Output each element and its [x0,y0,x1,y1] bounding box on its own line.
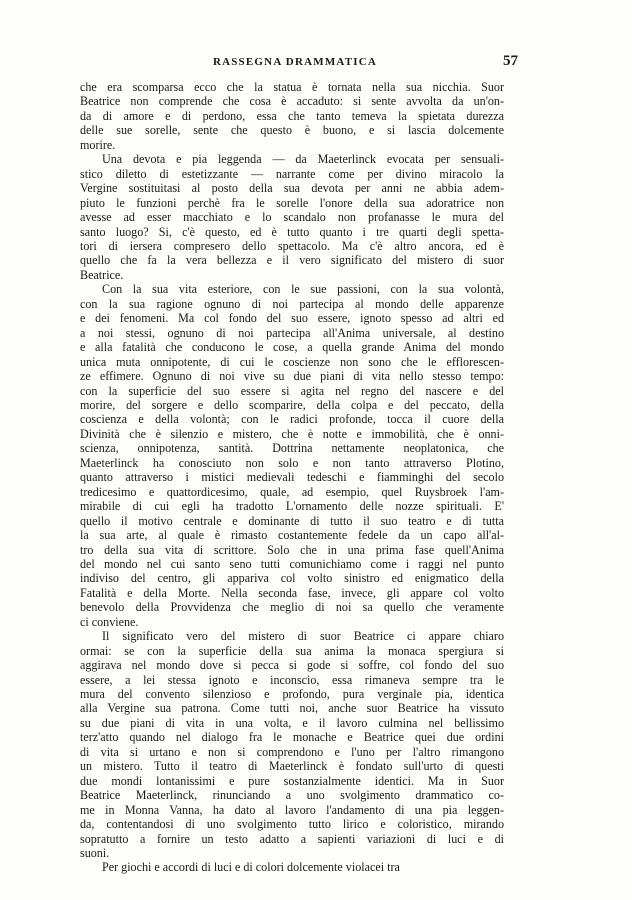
text-line: due mondi lontanissimi e pure sostanzialmente identici. Ma in Suor [80,773,504,788]
paragraph [80,629,504,860]
text-line: che era scomparsa ecco che la statua è tornata nella sua nicchia. Suor [80,80,504,94]
text-line: benevolo della Provvidenza che meglio di noi sa quello che veramente [80,600,504,615]
text-line: alla Vergine sua patrona. Come tutti noi, anche suor Beatrice ha vissuto [80,701,504,716]
text-line: Beatrice non comprende che cosa è accaduto: si sente avvolta da un'on- [80,94,504,109]
text-line: da di amore e di perdono, essa che tanto temeva la spietata durezza [80,108,504,123]
text-line: tro della sua vita di scrittore. Solo che in una prima fase quell'Anima [80,542,504,557]
text-line: ze effimere. Ognuno di noi vive su due piani di vita nello stesso tempo: [80,369,504,384]
paragraph [80,860,504,874]
text-line: delle sue sorelle, sente che questo è buono, e si lascia dolcemente [80,123,504,138]
text-line: e alla fatalità che conducono le cose, a quella grande Anima del mondo [80,340,504,355]
text-line: a noi stessi, ognuno di noi partecipa all'Anima universale, al destino [80,325,504,340]
text-line: Con la sua vita esteriore, con le sue passioni, con la sua volontà, [102,282,504,297]
text-line: ormai: se con la superficie della sua anima la monaca spergiura si [80,643,504,658]
text-line: con la superficie del suo essere si agita nel regno del nascere e del [80,383,504,398]
text-line: tori di iersera compresero dello spettacolo. Ma c'è altro ancora, ed è [80,238,504,253]
page-number: 57 [503,53,518,69]
text-line: un mistero. Tutto il teatro di Maeterlinck è fondato sull'urto di questi [80,759,504,774]
text-line: Beatrice. [80,267,124,282]
text-line: morire. [80,137,116,152]
text-line: essere, a lei stessa ignoto e inconscio, essa rimaneva sempre tra le [80,672,504,687]
text-line: stico diletto di estetizzante — narrante come per divino miracolo la [80,166,504,181]
paragraph [80,80,504,152]
text-line: aggirava nel mondo dove si pecca si gode si soffre, col fondo del suo [80,658,504,673]
text-line: da, contentandosi di uno svolgimento tutto lirico e coloristico, mirando [80,817,504,832]
text-line: suoni. [80,846,110,861]
paragraph [80,282,504,629]
paragraph [80,152,504,282]
text-line: e dei fenomeni. Ma col fondo del suo essere, ignoto spesso ad altri ed [80,311,504,326]
text-line: me in Monna Vanna, ha dato al lavoro l'andamento di una pia leggen- [80,802,504,817]
text-line: terz'atto quando nel dialogo fra le monache e Beatrice quei due ordini [80,730,504,745]
text-line: quanto attraverso i mistici medievali tedeschi e fiamminghi del secolo [80,470,504,485]
text-line: Il significato vero del mistero di suor Beatrice ci appare chiaro [102,629,504,644]
running-head [80,53,518,76]
text-line: morire, del sorgere e dello scomparire, della colpa e del peccato, della [80,397,504,412]
text-line: del mondo nel cui santo seno tutti comunichiamo come i raggi nel punto [80,556,504,571]
text-line: Una devota e pia leggenda — da Maeterlinck evocata per sensuali- [102,152,504,167]
text-line: quello il motivo centrale e dominante di tutto il suo teatro e di tutta [80,513,504,528]
text-line: di vita si urtano e non si comprendono e l'uno per l'altro rimangono [80,744,504,759]
text-line: scienza, onnipotenza, santità. Dottrina nettamente neoplatonica, che [80,441,504,456]
text-line: santo luogo? Si, c'è questo, ed è tutto quanto i tre quarti degli spetta- [80,224,504,239]
text-line: tredicesimo e quattordicesimo, quale, ad esempio, quel Ruysbroek l'am- [80,484,504,499]
text-line: unica muta onnipotente, di cui le coscienze non sono che le efflorescen- [80,354,504,369]
body-text [80,80,504,875]
text-line: Vergine sostituitasi al posto della sua devota per anni ne abbia adem- [80,181,504,196]
text-line: Maeterlinck ha conosciuto non solo e non tanto attraverso Plotino, [80,455,504,470]
text-line: su due piani di vita in una volta, e il lavoro culmina nel bellissimo [80,715,504,730]
text-line: mirabile di cui egli ha tradotto L'ornamento delle nozze spirituali. E' [80,499,504,514]
running-title: RASSEGNA DRAMMATICA [212,56,378,68]
text-line: ci conviene. [80,614,139,629]
text-line: Beatrice Maeterlinck, rinunciando a uno svolgimento drammatico co- [80,788,504,803]
text-line: sopratutto a fornire un testo adatto a sapienti variazioni di luci e di [80,831,504,846]
text-line: con la sua ragione ognuno di noi partecipa al mondo delle apparenze [80,296,504,311]
text-line: Fatalità e della Morte. Nella seconda fase, invece, gli appare col volto [80,585,504,600]
text-line: quello che fa la vera bellezza e il vero significato del mistero di suor [80,253,504,268]
text-line: indiviso del centro, gli appariva col volto sinistro ed enigmatico della [80,571,504,586]
text-line: la sua arte, al quale è rimasto costantemente fedele da un capo all'al- [80,528,504,543]
text-line: piuto le funzioni perchè fra le sorelle l'onore della sua adoratrice non [80,195,504,210]
text-line: Per giochi e accordi di luci e di colori dolcemente violacei tra [102,860,400,875]
text-line: coscienza e della volontà; con le radici profonde, tocca il cuore della [80,412,504,427]
text-line: Divinità che è silenzio e mistero, che è notte e immobilità, che è onni- [80,426,504,441]
text-line: avesse ad esser macchiato e lo scandalo non profanasse le mura del [80,210,504,225]
text-line: mura del convento silenzioso e profondo, pura verginale pia, identica [80,687,504,702]
